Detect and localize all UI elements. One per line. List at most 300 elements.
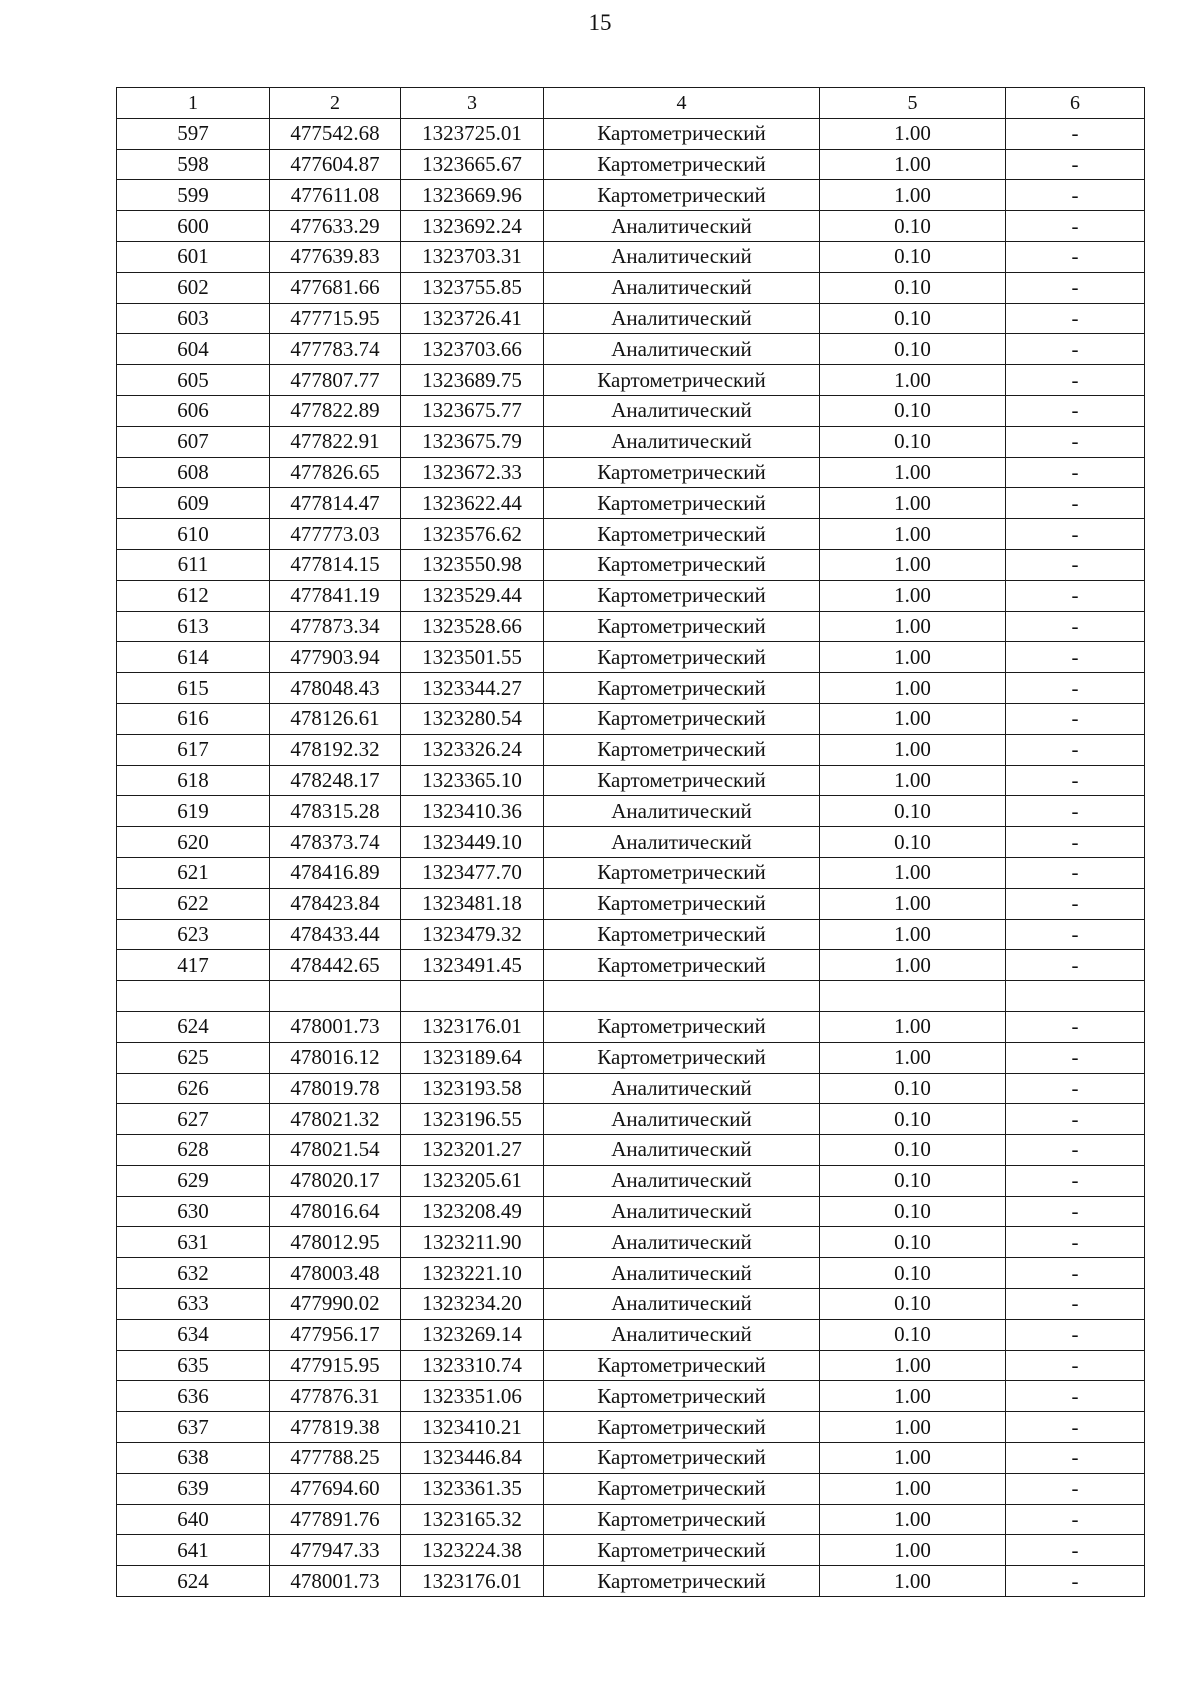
x-coordinate-cell: 478048.43 — [270, 673, 401, 704]
y-coordinate-cell: 1323176.01 — [401, 1566, 544, 1597]
accuracy-cell: 1.00 — [820, 549, 1006, 580]
table-row — [117, 1535, 1145, 1566]
x-coordinate-cell: 477604.87 — [270, 149, 401, 180]
table-row — [117, 888, 1145, 919]
table-row — [117, 241, 1145, 272]
note-cell: - — [1006, 1196, 1145, 1227]
method-cell: Аналитический — [544, 1104, 820, 1135]
y-coordinate-cell: 1323326.24 — [401, 734, 544, 765]
y-coordinate-cell: 1323221.10 — [401, 1258, 544, 1289]
x-coordinate-cell: 477826.65 — [270, 457, 401, 488]
table-row — [117, 149, 1145, 180]
note-cell: - — [1006, 211, 1145, 242]
accuracy-cell: 1.00 — [820, 149, 1006, 180]
column-header-1: 1 — [117, 88, 270, 119]
note-cell: - — [1006, 857, 1145, 888]
y-coordinate-cell: 1323310.74 — [401, 1350, 544, 1381]
y-coordinate-cell: 1323689.75 — [401, 365, 544, 396]
table-row — [117, 365, 1145, 396]
y-coordinate-cell: 1323703.66 — [401, 334, 544, 365]
method-cell: Картометрический — [544, 1443, 820, 1474]
x-coordinate-cell: 478423.84 — [270, 888, 401, 919]
point-number-cell: 611 — [117, 549, 270, 580]
y-coordinate-cell: 1323269.14 — [401, 1319, 544, 1350]
note-cell: - — [1006, 272, 1145, 303]
table-row — [117, 981, 1145, 1012]
accuracy-cell: 0.10 — [820, 1196, 1006, 1227]
note-cell: - — [1006, 950, 1145, 981]
y-coordinate-cell: 1323703.31 — [401, 241, 544, 272]
point-number-cell: 601 — [117, 241, 270, 272]
x-coordinate-cell: 478442.65 — [270, 950, 401, 981]
method-cell: Аналитический — [544, 1289, 820, 1320]
column-header-3: 3 — [401, 88, 544, 119]
accuracy-cell: 0.10 — [820, 1073, 1006, 1104]
note-cell: - — [1006, 919, 1145, 950]
y-coordinate-cell: 1323622.44 — [401, 488, 544, 519]
table-row — [117, 118, 1145, 149]
x-coordinate-cell: 477822.89 — [270, 395, 401, 426]
method-cell: Картометрический — [544, 118, 820, 149]
x-coordinate-cell: 477694.60 — [270, 1473, 401, 1504]
x-coordinate-cell: 478126.61 — [270, 703, 401, 734]
method-cell: Аналитический — [544, 241, 820, 272]
point-number-cell: 621 — [117, 857, 270, 888]
method-cell: Аналитический — [544, 1319, 820, 1350]
method-cell: Аналитический — [544, 211, 820, 242]
accuracy-cell: 1.00 — [820, 180, 1006, 211]
y-coordinate-cell: 1323491.45 — [401, 950, 544, 981]
y-coordinate-cell: 1323189.64 — [401, 1042, 544, 1073]
note-cell: - — [1006, 1227, 1145, 1258]
method-cell: Картометрический — [544, 611, 820, 642]
accuracy-cell: 0.10 — [820, 334, 1006, 365]
point-number-cell: 614 — [117, 642, 270, 673]
point-number-cell: 639 — [117, 1473, 270, 1504]
table-row — [117, 1196, 1145, 1227]
table-row — [117, 211, 1145, 242]
table-row — [117, 765, 1145, 796]
table-row — [117, 1381, 1145, 1412]
table-row — [117, 703, 1145, 734]
y-coordinate-cell: 1323529.44 — [401, 580, 544, 611]
note-cell: - — [1006, 1011, 1145, 1042]
accuracy-cell: 0.10 — [820, 211, 1006, 242]
x-coordinate-cell: 477715.95 — [270, 303, 401, 334]
note-cell: - — [1006, 765, 1145, 796]
method-cell: Картометрический — [544, 1350, 820, 1381]
method-cell: Картометрический — [544, 1042, 820, 1073]
method-cell: Картометрический — [544, 673, 820, 704]
accuracy-cell: 0.10 — [820, 272, 1006, 303]
note-cell: - — [1006, 426, 1145, 457]
note-cell: - — [1006, 488, 1145, 519]
accuracy-cell: 1.00 — [820, 1535, 1006, 1566]
note-cell: - — [1006, 1135, 1145, 1166]
method-cell: Аналитический — [544, 827, 820, 858]
table-row — [117, 919, 1145, 950]
method-cell: Картометрический — [544, 519, 820, 550]
table-row — [117, 1350, 1145, 1381]
x-coordinate-cell: 477788.25 — [270, 1443, 401, 1474]
method-cell: Картометрический — [544, 549, 820, 580]
point-number-cell: 627 — [117, 1104, 270, 1135]
y-coordinate-cell: 1323365.10 — [401, 765, 544, 796]
x-coordinate-cell: 478012.95 — [270, 1227, 401, 1258]
method-cell: Картометрический — [544, 149, 820, 180]
column-header-6: 6 — [1006, 88, 1145, 119]
note-cell: - — [1006, 1104, 1145, 1135]
point-number-cell: 624 — [117, 1011, 270, 1042]
accuracy-cell: 1.00 — [820, 1350, 1006, 1381]
point-number-cell: 610 — [117, 519, 270, 550]
x-coordinate-cell: 477876.31 — [270, 1381, 401, 1412]
x-coordinate-cell: 477903.94 — [270, 642, 401, 673]
accuracy-cell: 1.00 — [820, 1504, 1006, 1535]
coordinates-table — [116, 87, 1145, 1597]
point-number-cell: 624 — [117, 1566, 270, 1597]
x-coordinate-cell: 477891.76 — [270, 1504, 401, 1535]
point-number-cell: 628 — [117, 1135, 270, 1166]
table-row — [117, 457, 1145, 488]
point-number-cell: 605 — [117, 365, 270, 396]
accuracy-cell: 0.10 — [820, 827, 1006, 858]
table-row — [117, 1135, 1145, 1166]
accuracy-cell: 1.00 — [820, 673, 1006, 704]
point-number-cell: 633 — [117, 1289, 270, 1320]
note-cell: - — [1006, 1504, 1145, 1535]
note-cell: - — [1006, 1165, 1145, 1196]
accuracy-cell: 1.00 — [820, 1443, 1006, 1474]
method-cell: Картометрический — [544, 1011, 820, 1042]
table-row — [117, 303, 1145, 334]
y-coordinate-cell: 1323550.98 — [401, 549, 544, 580]
y-coordinate-cell: 1323410.21 — [401, 1412, 544, 1443]
note-cell: - — [1006, 1566, 1145, 1597]
note-cell: - — [1006, 703, 1145, 734]
x-coordinate-cell: 478016.64 — [270, 1196, 401, 1227]
note-cell: - — [1006, 888, 1145, 919]
table-row — [117, 1504, 1145, 1535]
x-coordinate-cell: 478001.73 — [270, 1566, 401, 1597]
table-row — [117, 1073, 1145, 1104]
accuracy-cell: 0.10 — [820, 1227, 1006, 1258]
x-coordinate-cell: 478003.48 — [270, 1258, 401, 1289]
method-cell: Картометрический — [544, 1566, 820, 1597]
method-cell: Картометрический — [544, 488, 820, 519]
y-coordinate-cell: 1323576.62 — [401, 519, 544, 550]
x-coordinate-cell: 477814.15 — [270, 549, 401, 580]
method-cell: Картометрический — [544, 457, 820, 488]
table-row — [117, 549, 1145, 580]
accuracy-cell: 1.00 — [820, 519, 1006, 550]
point-number-cell: 638 — [117, 1443, 270, 1474]
method-cell: Картометрический — [544, 765, 820, 796]
point-number-cell: 629 — [117, 1165, 270, 1196]
y-coordinate-cell — [401, 981, 544, 1012]
x-coordinate-cell: 477807.77 — [270, 365, 401, 396]
point-number-cell: 617 — [117, 734, 270, 765]
table-row — [117, 796, 1145, 827]
x-coordinate-cell: 477873.34 — [270, 611, 401, 642]
y-coordinate-cell: 1323665.67 — [401, 149, 544, 180]
y-coordinate-cell: 1323692.24 — [401, 211, 544, 242]
point-number-cell: 598 — [117, 149, 270, 180]
table-row — [117, 1473, 1145, 1504]
point-number-cell: 615 — [117, 673, 270, 704]
table-row — [117, 580, 1145, 611]
note-cell: - — [1006, 642, 1145, 673]
accuracy-cell: 0.10 — [820, 426, 1006, 457]
note-cell: - — [1006, 734, 1145, 765]
y-coordinate-cell: 1323410.36 — [401, 796, 544, 827]
y-coordinate-cell: 1323224.38 — [401, 1535, 544, 1566]
x-coordinate-cell: 477990.02 — [270, 1289, 401, 1320]
y-coordinate-cell: 1323280.54 — [401, 703, 544, 734]
y-coordinate-cell: 1323361.35 — [401, 1473, 544, 1504]
x-coordinate-cell: 477542.68 — [270, 118, 401, 149]
point-number-cell: 635 — [117, 1350, 270, 1381]
accuracy-cell: 1.00 — [820, 457, 1006, 488]
x-coordinate-cell: 478248.17 — [270, 765, 401, 796]
x-coordinate-cell: 478019.78 — [270, 1073, 401, 1104]
table-row — [117, 1412, 1145, 1443]
accuracy-cell: 0.10 — [820, 1258, 1006, 1289]
accuracy-cell: 1.00 — [820, 888, 1006, 919]
method-cell: Картометрический — [544, 950, 820, 981]
point-number-cell: 597 — [117, 118, 270, 149]
x-coordinate-cell: 478020.17 — [270, 1165, 401, 1196]
x-coordinate-cell: 477633.29 — [270, 211, 401, 242]
page-number: 15 — [588, 10, 612, 35]
method-cell: Картометрический — [544, 180, 820, 211]
column-header-2: 2 — [270, 88, 401, 119]
accuracy-cell: 0.10 — [820, 395, 1006, 426]
x-coordinate-cell: 477819.38 — [270, 1412, 401, 1443]
accuracy-cell: 1.00 — [820, 734, 1006, 765]
x-coordinate-cell: 477814.47 — [270, 488, 401, 519]
point-number-cell: 640 — [117, 1504, 270, 1535]
y-coordinate-cell: 1323477.70 — [401, 857, 544, 888]
method-cell: Картометрический — [544, 919, 820, 950]
y-coordinate-cell: 1323481.18 — [401, 888, 544, 919]
note-cell: - — [1006, 241, 1145, 272]
note-cell: - — [1006, 1073, 1145, 1104]
x-coordinate-cell: 478016.12 — [270, 1042, 401, 1073]
accuracy-cell — [820, 981, 1006, 1012]
x-coordinate-cell: 478021.32 — [270, 1104, 401, 1135]
note-cell: - — [1006, 1473, 1145, 1504]
x-coordinate-cell: 477611.08 — [270, 180, 401, 211]
table-row — [117, 426, 1145, 457]
accuracy-cell: 0.10 — [820, 1135, 1006, 1166]
table-row — [117, 857, 1145, 888]
method-cell: Аналитический — [544, 1165, 820, 1196]
accuracy-cell: 1.00 — [820, 488, 1006, 519]
accuracy-cell: 1.00 — [820, 642, 1006, 673]
method-cell: Аналитический — [544, 1227, 820, 1258]
y-coordinate-cell: 1323208.49 — [401, 1196, 544, 1227]
table-row — [117, 272, 1145, 303]
point-number-cell: 604 — [117, 334, 270, 365]
table-row — [117, 1227, 1145, 1258]
accuracy-cell: 0.10 — [820, 1289, 1006, 1320]
method-cell: Аналитический — [544, 395, 820, 426]
note-cell: - — [1006, 1412, 1145, 1443]
x-coordinate-cell: 478315.28 — [270, 796, 401, 827]
note-cell: - — [1006, 1258, 1145, 1289]
method-cell: Аналитический — [544, 426, 820, 457]
y-coordinate-cell: 1323193.58 — [401, 1073, 544, 1104]
note-cell: - — [1006, 827, 1145, 858]
method-cell: Аналитический — [544, 1073, 820, 1104]
table-row — [117, 1319, 1145, 1350]
point-number-cell: 613 — [117, 611, 270, 642]
table-row — [117, 488, 1145, 519]
accuracy-cell: 1.00 — [820, 365, 1006, 396]
table-row — [117, 1289, 1145, 1320]
x-coordinate-cell: 477639.83 — [270, 241, 401, 272]
accuracy-cell: 1.00 — [820, 950, 1006, 981]
note-cell: - — [1006, 1535, 1145, 1566]
point-number-cell: 608 — [117, 457, 270, 488]
accuracy-cell: 0.10 — [820, 1319, 1006, 1350]
note-cell: - — [1006, 580, 1145, 611]
accuracy-cell: 1.00 — [820, 703, 1006, 734]
accuracy-cell: 0.10 — [820, 303, 1006, 334]
note-cell: - — [1006, 1350, 1145, 1381]
x-coordinate-cell: 478433.44 — [270, 919, 401, 950]
x-coordinate-cell: 477915.95 — [270, 1350, 401, 1381]
point-number-cell — [117, 981, 270, 1012]
note-cell: - — [1006, 395, 1145, 426]
y-coordinate-cell: 1323446.84 — [401, 1443, 544, 1474]
accuracy-cell: 1.00 — [820, 857, 1006, 888]
point-number-cell: 603 — [117, 303, 270, 334]
point-number-cell: 599 — [117, 180, 270, 211]
method-cell: Картометрический — [544, 1473, 820, 1504]
method-cell: Картометрический — [544, 1381, 820, 1412]
x-coordinate-cell: 477681.66 — [270, 272, 401, 303]
accuracy-cell: 1.00 — [820, 919, 1006, 950]
point-number-cell: 417 — [117, 950, 270, 981]
table-row — [117, 611, 1145, 642]
point-number-cell: 622 — [117, 888, 270, 919]
y-coordinate-cell: 1323201.27 — [401, 1135, 544, 1166]
method-cell: Аналитический — [544, 796, 820, 827]
y-coordinate-cell: 1323675.79 — [401, 426, 544, 457]
table-row — [117, 180, 1145, 211]
table-row — [117, 519, 1145, 550]
table-row — [117, 1011, 1145, 1042]
method-cell: Картометрический — [544, 703, 820, 734]
point-number-cell: 607 — [117, 426, 270, 457]
note-cell: - — [1006, 303, 1145, 334]
point-number-cell: 630 — [117, 1196, 270, 1227]
x-coordinate-cell: 477783.74 — [270, 334, 401, 365]
method-cell: Картометрический — [544, 642, 820, 673]
note-cell: - — [1006, 796, 1145, 827]
method-cell: Картометрический — [544, 365, 820, 396]
y-coordinate-cell: 1323344.27 — [401, 673, 544, 704]
note-cell: - — [1006, 118, 1145, 149]
y-coordinate-cell: 1323725.01 — [401, 118, 544, 149]
note-cell: - — [1006, 1289, 1145, 1320]
y-coordinate-cell: 1323176.01 — [401, 1011, 544, 1042]
y-coordinate-cell: 1323501.55 — [401, 642, 544, 673]
table-row — [117, 1566, 1145, 1597]
x-coordinate-cell: 478416.89 — [270, 857, 401, 888]
note-cell: - — [1006, 611, 1145, 642]
x-coordinate-cell: 478001.73 — [270, 1011, 401, 1042]
point-number-cell: 612 — [117, 580, 270, 611]
table-row — [117, 1165, 1145, 1196]
note-cell: - — [1006, 519, 1145, 550]
method-cell: Аналитический — [544, 1258, 820, 1289]
method-cell: Аналитический — [544, 303, 820, 334]
method-cell: Картометрический — [544, 734, 820, 765]
point-number-cell: 626 — [117, 1073, 270, 1104]
y-coordinate-cell: 1323675.77 — [401, 395, 544, 426]
note-cell: - — [1006, 1042, 1145, 1073]
point-number-cell: 602 — [117, 272, 270, 303]
x-coordinate-cell: 477947.33 — [270, 1535, 401, 1566]
x-coordinate-cell: 477773.03 — [270, 519, 401, 550]
note-cell: - — [1006, 1381, 1145, 1412]
point-number-cell: 616 — [117, 703, 270, 734]
point-number-cell: 637 — [117, 1412, 270, 1443]
point-number-cell: 636 — [117, 1381, 270, 1412]
y-coordinate-cell: 1323165.32 — [401, 1504, 544, 1535]
table-row — [117, 1104, 1145, 1135]
method-cell: Аналитический — [544, 272, 820, 303]
method-cell: Аналитический — [544, 1196, 820, 1227]
column-header-4: 4 — [544, 88, 820, 119]
accuracy-cell: 1.00 — [820, 1566, 1006, 1597]
y-coordinate-cell: 1323234.20 — [401, 1289, 544, 1320]
note-cell — [1006, 981, 1145, 1012]
method-cell: Картометрический — [544, 888, 820, 919]
point-number-cell: 619 — [117, 796, 270, 827]
y-coordinate-cell: 1323479.32 — [401, 919, 544, 950]
coordinates-table-body — [117, 88, 1145, 1597]
y-coordinate-cell: 1323205.61 — [401, 1165, 544, 1196]
x-coordinate-cell: 478192.32 — [270, 734, 401, 765]
note-cell: - — [1006, 365, 1145, 396]
y-coordinate-cell: 1323672.33 — [401, 457, 544, 488]
accuracy-cell: 0.10 — [820, 796, 1006, 827]
point-number-cell: 620 — [117, 827, 270, 858]
point-number-cell: 606 — [117, 395, 270, 426]
point-number-cell: 618 — [117, 765, 270, 796]
y-coordinate-cell: 1323528.66 — [401, 611, 544, 642]
y-coordinate-cell: 1323211.90 — [401, 1227, 544, 1258]
table-row — [117, 1042, 1145, 1073]
point-number-cell: 632 — [117, 1258, 270, 1289]
x-coordinate-cell: 478021.54 — [270, 1135, 401, 1166]
point-number-cell: 631 — [117, 1227, 270, 1258]
note-cell: - — [1006, 457, 1145, 488]
method-cell: Картометрический — [544, 857, 820, 888]
x-coordinate-cell: 477841.19 — [270, 580, 401, 611]
accuracy-cell: 1.00 — [820, 765, 1006, 796]
accuracy-cell: 1.00 — [820, 611, 1006, 642]
y-coordinate-cell: 1323726.41 — [401, 303, 544, 334]
note-cell: - — [1006, 180, 1145, 211]
x-coordinate-cell — [270, 981, 401, 1012]
note-cell: - — [1006, 334, 1145, 365]
x-coordinate-cell: 478373.74 — [270, 827, 401, 858]
